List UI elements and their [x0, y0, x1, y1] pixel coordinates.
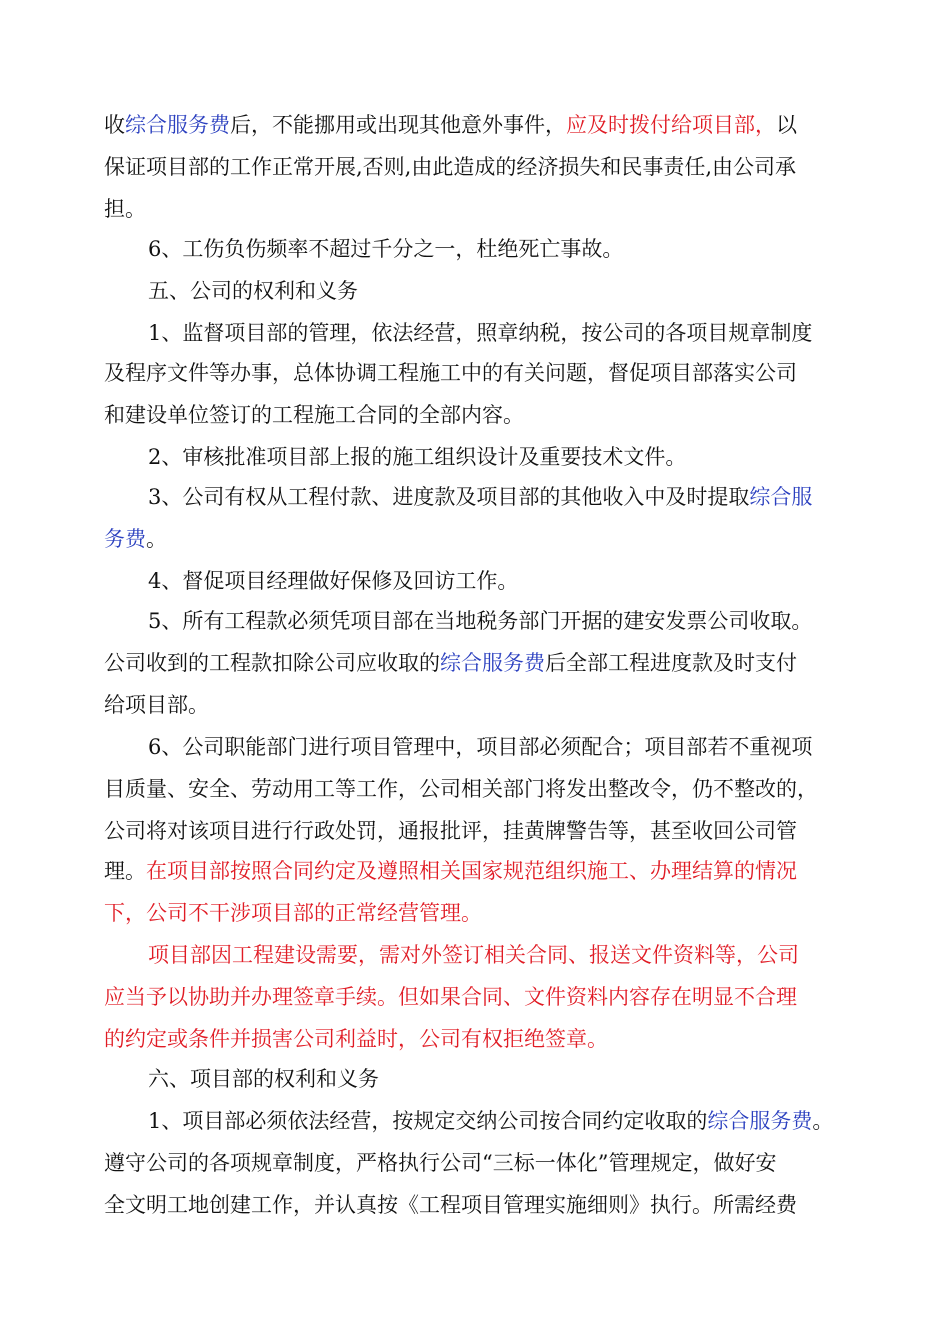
text-run: 目质量、安全、劳动用工等工作，公司相关部门将发出整改令，仍不整改的，: [104, 777, 818, 801]
text-line: [104, 524, 167, 554]
text-line: [104, 856, 797, 886]
text-line: [148, 318, 812, 348]
text-line: [104, 1024, 608, 1054]
text-run: 以: [776, 113, 797, 137]
text-line: [104, 1148, 776, 1178]
emphasis-text: 下，公司不干涉项目部的正常经营管理。: [104, 901, 482, 925]
emphasis-text: 在项目部按照合同约定及遵照相关国家规范组织施工、办理结算的情况: [146, 859, 797, 883]
text-run: 六、项目部的权利和义务: [148, 1067, 379, 1091]
highlight-term: 务费: [104, 527, 146, 551]
text-run: 收: [104, 113, 125, 137]
text-run: 。: [146, 527, 167, 551]
text-run: 1、项目部必须依法经营，按规定交纳公司按合同约定收取的: [148, 1109, 708, 1133]
text-line: [104, 152, 796, 182]
text-line: [148, 234, 623, 264]
text-line: [148, 482, 812, 512]
text-run: 及程序文件等办事，总体协调工程施工中的有关问题，督促项目部落实公司: [104, 361, 797, 385]
text-line: [148, 940, 799, 970]
highlight-term: 综合服务费: [440, 651, 545, 675]
text-line: [104, 400, 524, 430]
text-run: 3、公司有权从工程付款、进度款及项目部的其他收入中及时提取: [148, 485, 750, 509]
text-line: [148, 566, 518, 596]
text-line: [148, 1106, 833, 1136]
text-run: 公司将对该项目进行行政处罚，通报批评，挂黄牌警告等，甚至收回公司管: [104, 819, 797, 843]
text-line: [104, 358, 797, 388]
text-run: 。: [812, 1109, 834, 1133]
text-line: [104, 110, 797, 140]
text-line: [104, 690, 209, 720]
emphasis-text: 的约定或条件并损害公司利益时，公司有权拒绝签章。: [104, 1027, 608, 1051]
text-line: [104, 194, 146, 224]
text-line: [148, 606, 812, 636]
emphasis-text: 项目部因工程建设需要，需对外签订相关合同、报送文件资料等，公司: [148, 943, 799, 967]
text-run: 担。: [104, 197, 146, 221]
text-run: 遵守公司的各项规章制度，严格执行公司“三标一体化”管理规定，做好安: [104, 1151, 777, 1175]
text-line: [104, 816, 797, 846]
text-line: [104, 1190, 797, 1220]
text-run: 后，不能挪用或出现其他意外事件，: [230, 113, 566, 137]
text-run: 公司收到的工程款扣除公司应收取的: [104, 651, 440, 675]
text-run: 后全部工程进度款及时支付: [545, 651, 797, 675]
text-line: [104, 648, 797, 678]
text-run: 和建设单位签订的工程施工合同的全部内容。: [104, 403, 524, 427]
text-line: [104, 898, 482, 928]
text-run: 6、公司职能部门进行项目管理中，项目部必须配合；项目部若不重视项: [148, 735, 813, 759]
emphasis-text: 应当予以协助并办理签章手续。但如果合同、文件资料内容存在明显不合理: [104, 985, 797, 1009]
text-run: 保证项目部的工作正常开展,否则,由此造成的经济损失和民事责任,由公司承: [104, 155, 797, 179]
text-run: 4、督促项目经理做好保修及回访工作。: [148, 569, 519, 593]
text-run: 五、公司的权利和义务: [148, 279, 358, 303]
text-line: [104, 774, 818, 804]
highlight-term: 综合服务费: [125, 113, 230, 137]
text-run: 5、所有工程款必须凭项目部在当地税务部门开据的建安发票公司收取。: [148, 609, 813, 633]
text-run: 理。: [104, 859, 146, 883]
text-run: 给项目部。: [104, 693, 209, 717]
text-run: 2、审核批准项目部上报的施工组织设计及重要技术文件。: [148, 445, 687, 469]
text-line: [148, 442, 686, 472]
text-run: 全文明工地创建工作，并认真按《工程项目管理实施细则》执行。所需经费: [104, 1193, 797, 1217]
highlight-term: 综合服: [749, 485, 813, 509]
text-line: [148, 276, 358, 306]
text-line: [148, 732, 812, 762]
highlight-term: 综合服务费: [707, 1109, 813, 1133]
text-run: 1、监督项目部的管理，依法经营，照章纳税，按公司的各项目规章制度: [148, 321, 813, 345]
text-line: [104, 982, 797, 1012]
emphasis-text: 应及时拨付给项目部，: [566, 113, 776, 137]
text-run: 6、工伤负伤频率不超过千分之一，杜绝死亡事故。: [148, 237, 624, 261]
text-line: [148, 1064, 379, 1094]
